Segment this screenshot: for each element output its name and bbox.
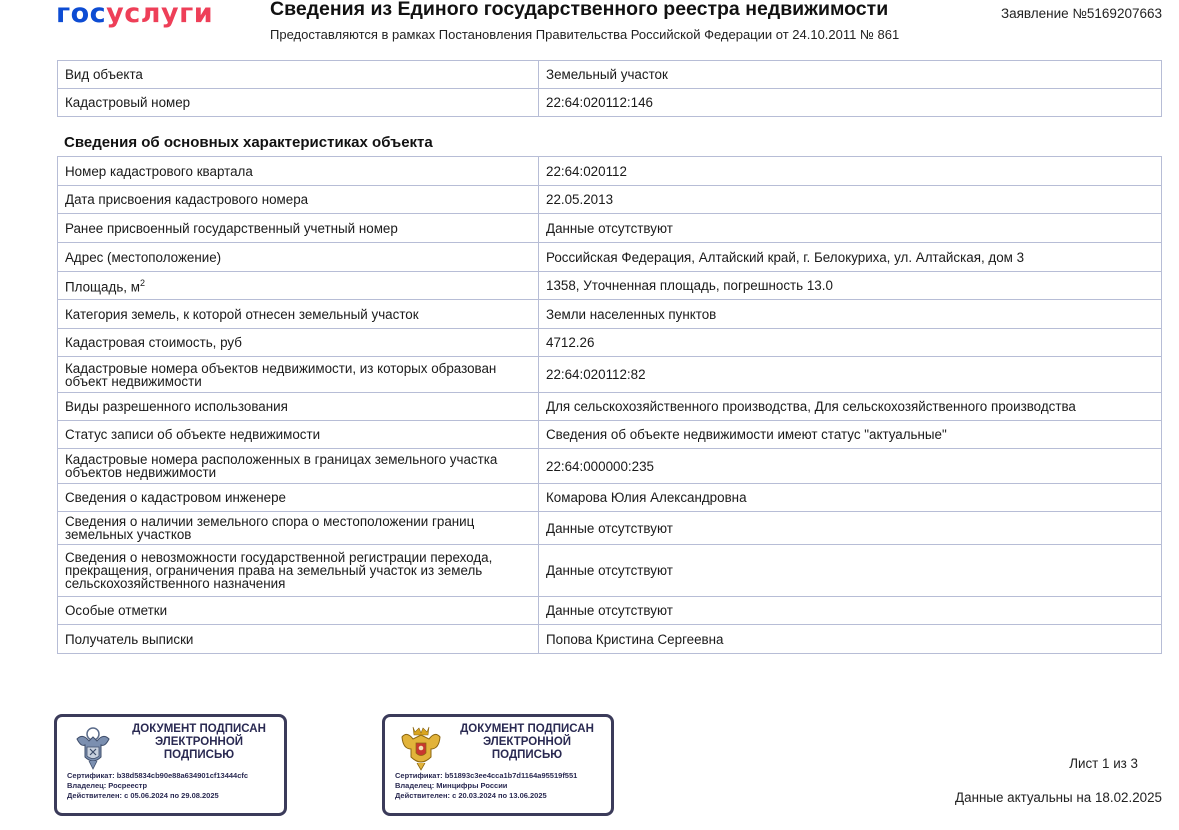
- row-value: Комарова Юлия Александровна: [539, 484, 1162, 512]
- stamp-certificate: Сертификат: b51893c3ee4cca1b7d1164a95519f551: [395, 771, 578, 780]
- row-value: 22:64:020112: [539, 157, 1162, 186]
- table-row: [58, 329, 1162, 357]
- stamp-owner: Владелец: Росреестр: [67, 781, 148, 790]
- stamp-certificate: Сертификат: b38d5834cb90e88a634901cf13444cfc: [67, 771, 249, 780]
- table-row: [58, 214, 1162, 243]
- row-label: Кадастровые номера объектов недвижимости, из которых образован объект недвижимости: [58, 357, 539, 393]
- table-row: [58, 272, 1162, 300]
- logo-part-uslugi: услуги: [106, 0, 214, 29]
- signature-stamp-mintsifry: [382, 714, 614, 816]
- stamp-title-line: ЭЛЕКТРОННОЙ: [482, 736, 572, 749]
- row-label: Кадастровый номер: [58, 89, 539, 117]
- section-heading: Сведения об основных характеристиках объекта: [64, 134, 433, 151]
- row-value: 22:64:020112:146: [539, 89, 1162, 117]
- stamp-validity: Действителен: с 05.06.2024 по 29.08.2025: [67, 791, 219, 800]
- row-value: Данные отсутствуют: [539, 597, 1162, 625]
- row-label: Виды разрешенного использования: [58, 393, 539, 421]
- table-row: [58, 243, 1162, 272]
- table-row: [58, 484, 1162, 512]
- stamp-validity: Действителен: с 20.03.2024 по 13.06.2025: [395, 791, 547, 800]
- row-label: Категория земель, к которой отнесен земельный участок: [58, 300, 539, 329]
- row-value: Земли населенных пунктов: [539, 300, 1162, 329]
- row-value: 22.05.2013: [539, 186, 1162, 214]
- row-label: Дата присвоения кадастрового номера: [58, 186, 539, 214]
- area-label-superscript: 2: [139, 278, 145, 289]
- table-row: [58, 89, 1162, 117]
- characteristics-table: [57, 156, 1162, 654]
- row-value: 22:64:020112:82: [539, 357, 1162, 393]
- stamp-title: [113, 723, 285, 763]
- logo-part-gos: гос: [56, 0, 107, 29]
- table-row: [58, 393, 1162, 421]
- stamp-title-line: ДОКУМЕНТ ПОДПИСАН: [460, 723, 594, 735]
- row-label: Кадастровая стоимость, руб: [58, 329, 539, 357]
- table-row: [58, 512, 1162, 545]
- document-subtitle: Предоставляются в рамках Постановления Правительства Российской Федерации от 24.10.2011 № 861: [270, 27, 900, 42]
- row-label: Сведения о невозможности государственной регистрации перехода, прекращения, ограничения права на земельный участок из земель сельскохозяйственного назначения: [58, 545, 539, 597]
- stamp-owner: Владелец: Минцифры России: [395, 781, 508, 790]
- row-label: Номер кадастрового квартала: [58, 157, 539, 186]
- table-row: [58, 357, 1162, 393]
- stamp-title-line: ЭЛЕКТРОННОЙ: [154, 736, 244, 749]
- row-label-area: [58, 272, 539, 300]
- data-actual-date: Данные актуальны на 18.02.2025: [955, 790, 1162, 805]
- row-label: Сведения о кадастровом инженере: [58, 484, 539, 512]
- row-value: Земельный участок: [539, 61, 1162, 89]
- document-title: Сведения из Единого государственного реестра недвижимости: [270, 0, 889, 20]
- table-row: [58, 597, 1162, 625]
- table-row: [58, 157, 1162, 186]
- row-value: Российская Федерация, Алтайский край, г. Белокуриха, ул. Алтайская, дом 3: [539, 243, 1162, 272]
- table-row: [58, 545, 1162, 597]
- row-label: Вид объекта: [58, 61, 539, 89]
- gosuslugi-logo: [56, 0, 213, 29]
- signature-stamp-rosreestr: [54, 714, 287, 816]
- stamp-title-line: ПОДПИСЬЮ: [491, 749, 563, 762]
- row-label: Особые отметки: [58, 597, 539, 625]
- row-label: Сведения о наличии земельного спора о местоположении границ земельных участков: [58, 512, 539, 545]
- row-value: 22:64:000000:235: [539, 449, 1162, 484]
- russia-coat-of-arms-icon: [399, 723, 443, 771]
- table-row: [58, 186, 1162, 214]
- table-row: [58, 449, 1162, 484]
- row-value: Для сельскохозяйственного производства, Для сельскохозяйственного производства: [539, 393, 1162, 421]
- row-label: Адрес (местоположение): [58, 243, 539, 272]
- table-row: [58, 300, 1162, 329]
- row-label: Статус записи об объекте недвижимости: [58, 421, 539, 449]
- rosreestr-emblem-icon: [71, 723, 115, 771]
- row-value: Данные отсутствуют: [539, 545, 1162, 597]
- row-label: Ранее присвоенный государственный учетный номер: [58, 214, 539, 243]
- stamp-title-line: ДОКУМЕНТ ПОДПИСАН: [132, 723, 266, 735]
- stamp-title-line: ПОДПИСЬЮ: [163, 749, 235, 762]
- table-row: [58, 421, 1162, 449]
- object-identification-table: [57, 60, 1162, 117]
- table-row: [58, 625, 1162, 654]
- area-label-text: Площадь, м: [65, 279, 140, 295]
- row-value: Сведения об объекте недвижимости имеют статус "актуальные": [539, 421, 1162, 449]
- row-value: 1358, Уточненная площадь, погрешность 13.0: [539, 272, 1162, 300]
- row-value: Попова Кристина Сергеевна: [539, 625, 1162, 654]
- row-label: Кадастровые номера расположенных в границах земельного участка объектов недвижимости: [58, 449, 539, 484]
- row-value: Данные отсутствуют: [539, 512, 1162, 545]
- application-number: Заявление №5169207663: [1000, 6, 1162, 21]
- table-row: [58, 61, 1162, 89]
- stamp-title: [441, 723, 613, 763]
- row-value: Данные отсутствуют: [539, 214, 1162, 243]
- page-number: Лист 1 из 3: [1069, 756, 1138, 771]
- row-value: 4712.26: [539, 329, 1162, 357]
- row-label: Получатель выписки: [58, 625, 539, 654]
